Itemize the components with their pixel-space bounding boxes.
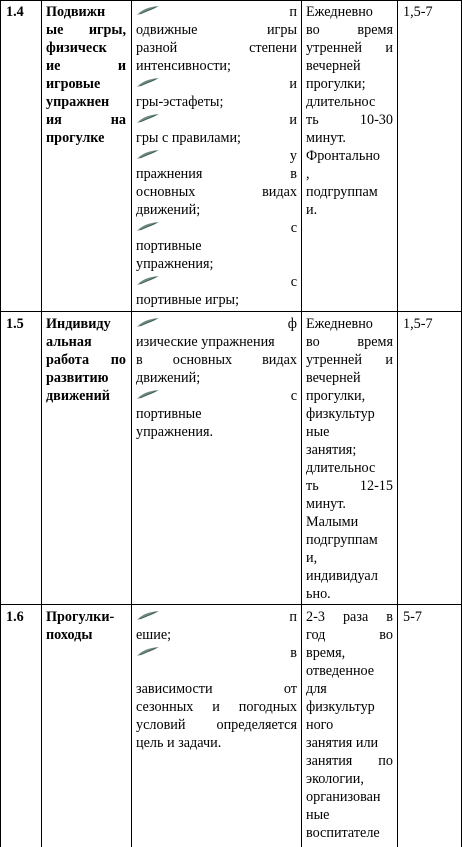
- text-line: альная: [46, 334, 92, 350]
- text-line: зависимости от: [136, 681, 297, 697]
- name-line: упражнен: [46, 94, 110, 110]
- text-line: прогулки,: [306, 388, 366, 404]
- schedule-text: [306, 608, 393, 842]
- activity-name: [46, 608, 126, 644]
- text-line: одвижные игры: [136, 22, 297, 38]
- quill-bullet-icon: [136, 646, 160, 658]
- list-item: [136, 315, 297, 333]
- text-line: организован: [306, 789, 381, 805]
- text-line: физкультур: [306, 699, 375, 715]
- text-line: во время: [306, 334, 393, 350]
- text-line: во время: [306, 22, 393, 38]
- quill-bullet-icon: [136, 610, 160, 622]
- text-line: и.: [306, 202, 318, 218]
- text-line: Ежедневно: [306, 4, 373, 20]
- item-first-letter: с: [290, 388, 297, 404]
- column-divider: [397, 0, 398, 847]
- row-divider: [0, 311, 462, 312]
- text-line: сезонных и погодных: [136, 699, 297, 715]
- text-line: ного: [306, 717, 334, 733]
- activity-name: [46, 3, 126, 147]
- name-line: ия на: [46, 112, 126, 128]
- text-line: ть 12-15: [306, 478, 393, 494]
- text-line: основных видах: [136, 184, 297, 200]
- text-line: движений;: [136, 202, 201, 218]
- text-line: минут.: [306, 130, 346, 146]
- text-line: утренней и: [306, 352, 393, 368]
- text-line: портивные игры;: [136, 292, 240, 308]
- forms-list: [136, 3, 297, 309]
- quill-bullet-icon: [136, 317, 160, 329]
- text-line: 2-3 раза в: [306, 609, 393, 625]
- item-first-letter: с: [290, 274, 297, 290]
- text-line: подгруппам: [306, 184, 378, 200]
- item-first-letter: п: [289, 609, 297, 625]
- name-line: прогулке: [46, 130, 105, 146]
- text-line: год во: [306, 627, 393, 643]
- quill-bullet-icon: [136, 275, 160, 287]
- text-line: ешие;: [136, 627, 172, 643]
- column-divider: [41, 0, 42, 847]
- name-line: Подвижн: [46, 4, 106, 20]
- text-line: и,: [306, 550, 318, 566]
- list-item: [136, 111, 297, 129]
- name-line: ие и: [46, 58, 126, 74]
- activity-name: [46, 315, 126, 405]
- quill-bullet-icon: [136, 389, 160, 401]
- text-line: вечерней: [306, 58, 361, 74]
- age-range: 1,5-7: [403, 316, 433, 332]
- quill-bullet-icon: [136, 149, 160, 161]
- text-line: занятия по: [306, 753, 393, 769]
- list-item: [136, 644, 297, 662]
- item-first-letter: ф: [287, 316, 297, 332]
- text-line: Фронтально: [306, 148, 381, 164]
- list-item: [136, 75, 297, 93]
- text-line: прогулки;: [306, 76, 366, 92]
- text-line: изические упражнения: [136, 334, 275, 350]
- text-line: Малыми: [306, 514, 359, 530]
- text-line: портивные: [136, 238, 202, 254]
- text-line: физкультур: [306, 406, 375, 422]
- item-first-letter: в: [290, 645, 297, 661]
- text-line: Индивиду: [46, 316, 111, 332]
- text-line: Прогулки-: [46, 609, 115, 625]
- text-line: работа по: [46, 352, 126, 368]
- schedule-text: [306, 315, 393, 603]
- text-line: время,: [306, 645, 346, 661]
- forms-list: [136, 315, 297, 441]
- quill-bullet-icon: [136, 113, 160, 125]
- column-divider: [301, 0, 302, 847]
- text-line: утренней и: [306, 40, 393, 56]
- item-first-letter: п: [289, 4, 297, 20]
- text-line: занятия или: [306, 735, 379, 751]
- name-line: физическ: [46, 40, 107, 56]
- text-line: гры-эстафеты;: [136, 94, 224, 110]
- text-line: ьно.: [306, 586, 331, 602]
- list-item: [136, 387, 297, 405]
- text-line: пражнения в: [136, 166, 297, 182]
- forms-list: [136, 608, 297, 752]
- text-line: длительнос: [306, 94, 376, 110]
- text-line: условий определяется: [136, 717, 297, 733]
- row-number: 1.5: [6, 316, 24, 332]
- text-line: экологии,: [306, 771, 364, 787]
- item-first-letter: и: [289, 76, 297, 92]
- text-line: минут.: [306, 496, 346, 512]
- schedule-text: [306, 3, 393, 219]
- table-border-left: [0, 0, 1, 847]
- text-line: развитию: [46, 370, 109, 386]
- quill-bullet-icon: [136, 5, 160, 17]
- row-divider: [0, 604, 462, 605]
- text-line: ные: [306, 807, 330, 823]
- item-first-letter: и: [289, 112, 297, 128]
- text-line: отведенное: [306, 663, 375, 679]
- text-line: разной степени: [136, 40, 297, 56]
- text-line: ть 10-30: [306, 112, 393, 128]
- list-item: [136, 147, 297, 165]
- text-line: занятия;: [306, 442, 357, 458]
- text-line: для: [306, 681, 327, 697]
- text-line: движений: [46, 388, 110, 404]
- quill-bullet-icon: [136, 221, 160, 233]
- text-line: Ежедневно: [306, 316, 373, 332]
- row-number: 1.4: [6, 4, 24, 20]
- text-line: гры с правилами;: [136, 130, 241, 146]
- text-line: цель и задачи.: [136, 735, 222, 751]
- row-number: 1.6: [6, 609, 24, 625]
- text-line: подгруппам: [306, 532, 378, 548]
- text-line: ные: [306, 424, 330, 440]
- text-line: воспитателе: [306, 825, 380, 841]
- name-line: игровые: [46, 76, 101, 92]
- text-line: в основных видах: [136, 352, 297, 368]
- text-line: индивидуал: [306, 568, 378, 584]
- text-line: ,: [306, 166, 310, 182]
- list-item: [136, 219, 297, 237]
- list-item: [136, 608, 297, 626]
- text-line: длительнос: [306, 460, 376, 476]
- text-line: вечерней: [306, 370, 361, 386]
- text-line: упражнения.: [136, 424, 214, 440]
- age-range: 1,5-7: [403, 4, 433, 20]
- text-line: упражнения;: [136, 256, 214, 272]
- item-first-letter: с: [290, 220, 297, 236]
- text-line: походы: [46, 627, 93, 643]
- name-line: ые игры,: [46, 22, 126, 38]
- quill-bullet-icon: [136, 77, 160, 89]
- text-line: движений;: [136, 370, 201, 386]
- age-range: 5-7: [403, 609, 422, 625]
- row-divider: [0, 0, 462, 1]
- list-item: [136, 3, 297, 21]
- list-item: [136, 273, 297, 291]
- column-divider: [131, 0, 132, 847]
- text-line: интенсивности;: [136, 58, 231, 74]
- item-first-letter: у: [289, 148, 297, 164]
- text-line: портивные: [136, 406, 202, 422]
- text-line: [136, 662, 297, 680]
